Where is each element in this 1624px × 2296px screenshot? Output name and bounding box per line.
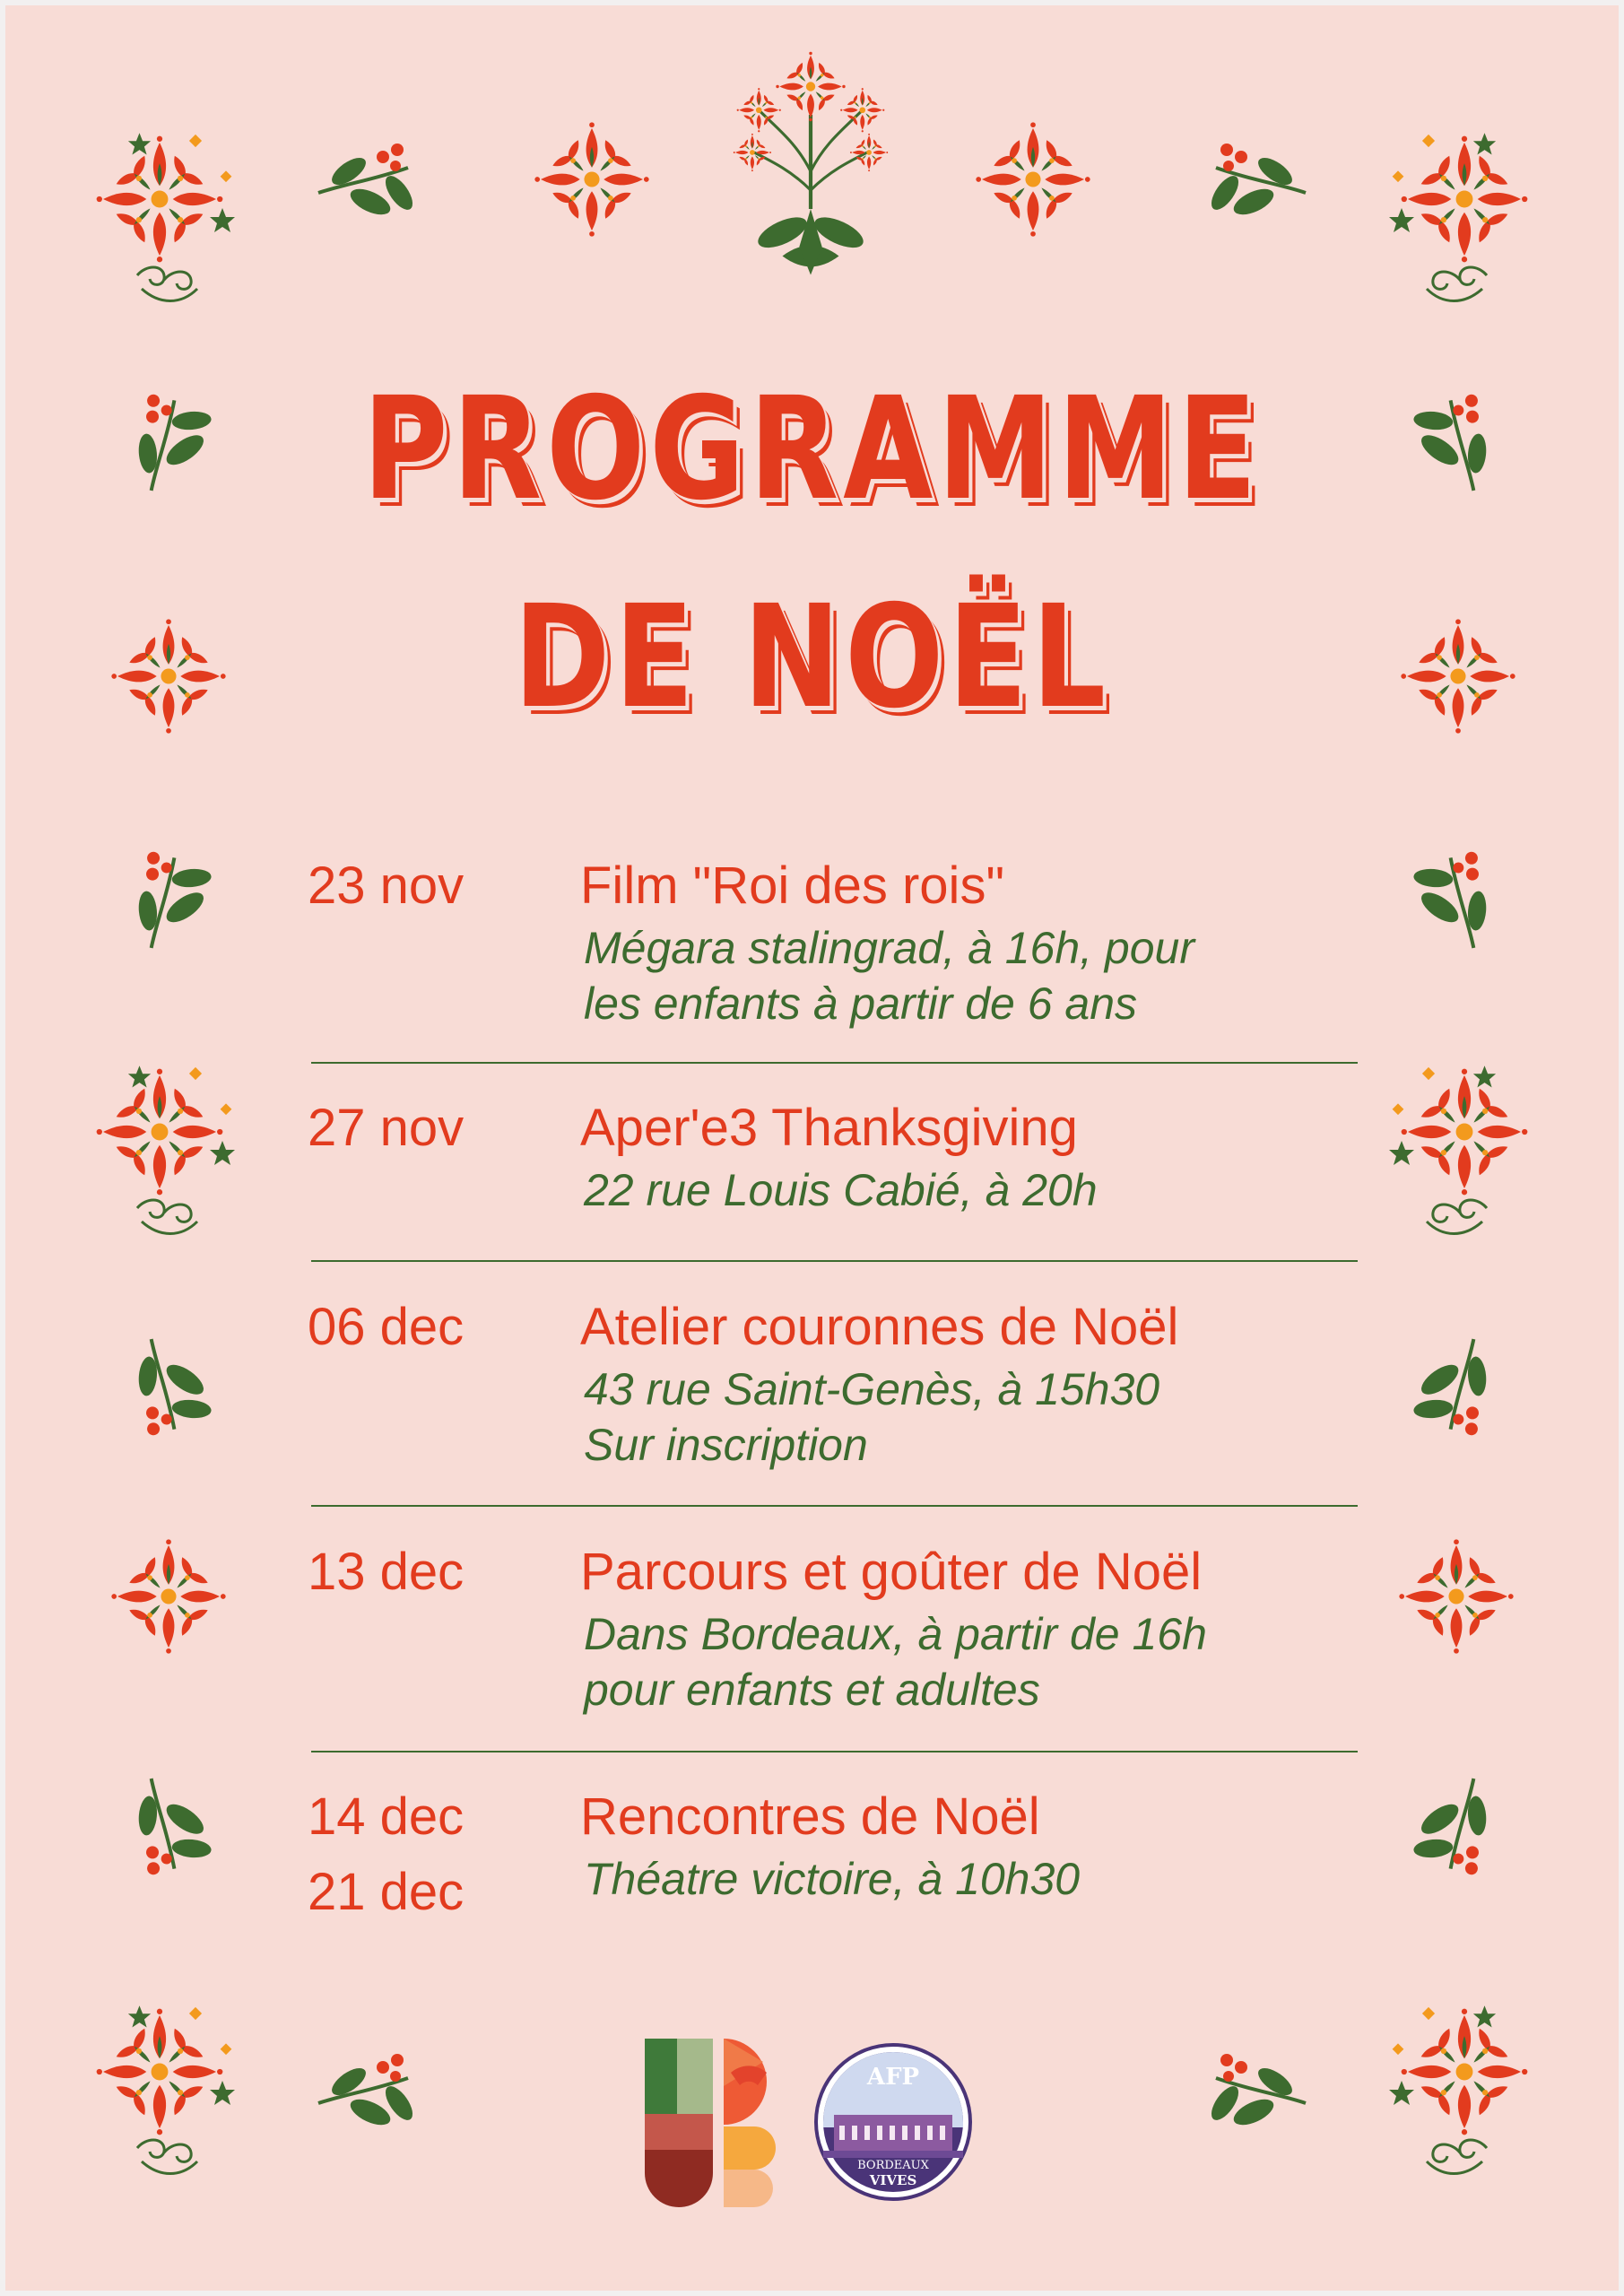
corner-flake-bottom-left-icon: [97, 2005, 235, 2173]
event-date: [308, 1779, 464, 1930]
corner-flake-right-1-icon: [1389, 1065, 1527, 1233]
divider-3: [311, 1505, 1358, 1507]
event-date: 13 dec: [308, 1543, 465, 1601]
corner-flake-bottom-right-icon: [1389, 2005, 1527, 2173]
sprig-top-left-icon: [318, 144, 418, 220]
event-title: Aper'e3 Thanksgiving: [580, 1099, 1078, 1157]
event-date-line-1: 14 dec: [308, 1787, 465, 1846]
event-date-line-2: 21 dec: [308, 1863, 465, 1921]
page-title: [146, 345, 1478, 761]
event-detail: [584, 1851, 1080, 1907]
divider-1: [311, 1062, 1358, 1064]
afp-badge-title: AFP: [866, 2064, 920, 2091]
corner-flake-top-left-icon: [97, 133, 235, 300]
divider-4: [311, 1751, 1358, 1752]
event-detail: [584, 1606, 1207, 1718]
poster: [5, 5, 1619, 2291]
corner-flake-top-right-icon: [1389, 133, 1527, 300]
hcub-logo: [645, 2039, 776, 2207]
event-title: Film "Roi des rois": [580, 857, 1005, 915]
title-line-1: PROGRAMME: [362, 367, 1262, 532]
partner-logos: [638, 2037, 996, 2207]
event-title: Atelier couronnes de Noël: [580, 1298, 1179, 1356]
sprig-left-2-icon: [109, 837, 224, 961]
event-detail: [584, 1361, 1159, 1473]
divider-2: [311, 1260, 1358, 1262]
sprig-left-4-icon: [109, 1765, 224, 1890]
event-detail-line-2: les enfants à partir de 6 ans: [584, 978, 1138, 1029]
sprig-bottom-right-icon: [1206, 2054, 1306, 2130]
event-detail: [584, 920, 1194, 1031]
flake-left-2-icon: [111, 1539, 225, 1653]
event-date: 27 nov: [308, 1099, 465, 1157]
event-detail: [584, 1162, 1098, 1218]
event-detail-line-2: Sur inscription: [584, 1420, 868, 1470]
flake-top-left-icon: [534, 122, 648, 236]
flake-top-right-icon: [976, 122, 1090, 236]
event-detail-line-1: Théatre victoire, à 10h30: [584, 1854, 1081, 1904]
sprig-right-2-icon: [1401, 837, 1516, 961]
bouquet-top-icon: [734, 52, 888, 275]
event-detail-line-1: 22 rue Louis Cabié, à 20h: [584, 1165, 1098, 1215]
sprig-bottom-left-icon: [318, 2054, 418, 2130]
corner-flake-left-1-icon: [97, 1065, 235, 1233]
event-title: Parcours et goûter de Noël: [580, 1543, 1203, 1601]
sprig-top-right-icon: [1206, 144, 1306, 220]
event-detail-line-1: 43 rue Saint-Genès, à 15h30: [584, 1364, 1160, 1414]
afp-bordeaux-vives-logo: [816, 2045, 970, 2199]
afp-badge-line-1: BORDEAUX: [857, 2159, 929, 2172]
sprig-left-3-icon: [109, 1326, 224, 1450]
flake-right-2-icon: [1399, 1539, 1513, 1653]
event-date: 06 dec: [308, 1298, 465, 1356]
event-detail-line-2: pour enfants et adultes: [584, 1665, 1040, 1715]
sprig-right-4-icon: [1401, 1765, 1516, 1890]
title-line-2: DE NOËL: [513, 575, 1111, 740]
afp-badge-line-2: VIVES: [869, 2172, 917, 2188]
event-detail-line-1: Mégara stalingrad, à 16h, pour: [584, 923, 1194, 973]
sprig-right-3-icon: [1401, 1326, 1516, 1450]
event-title: Rencontres de Noël: [580, 1787, 1040, 1846]
event-date: 23 nov: [308, 857, 465, 915]
event-detail-line-1: Dans Bordeaux, à partir de 16h: [584, 1609, 1207, 1659]
